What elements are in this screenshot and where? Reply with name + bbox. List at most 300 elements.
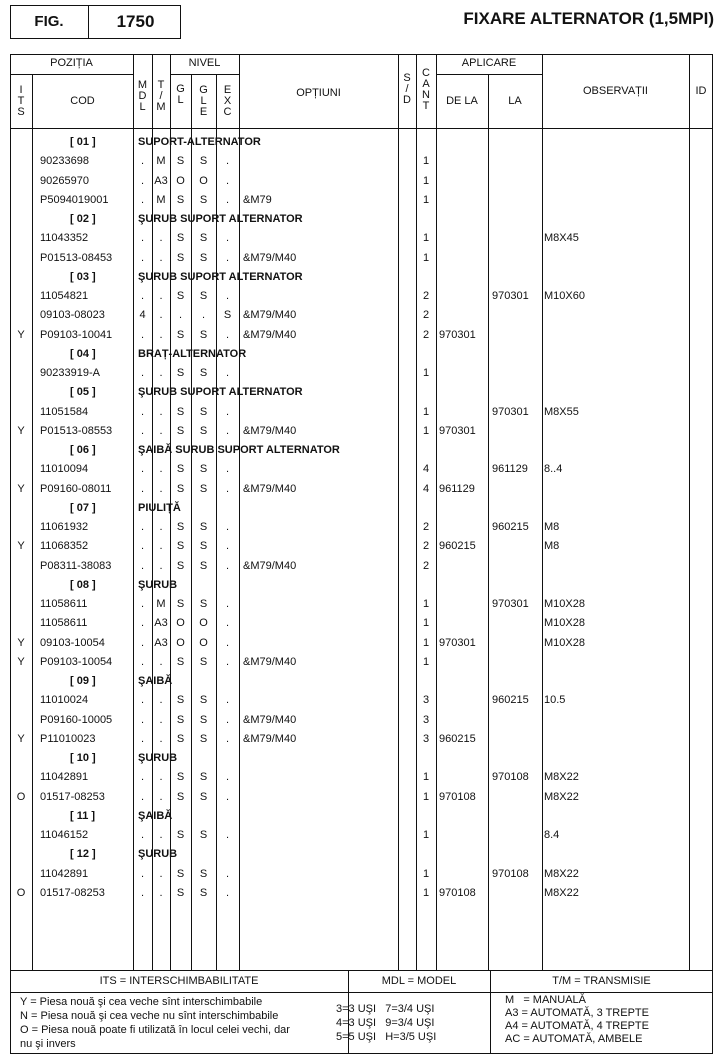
cell-exc: . <box>225 232 230 245</box>
cell-mdl: . <box>140 367 145 379</box>
cell-opt: &M79/M40 <box>243 251 297 264</box>
parts-table <box>10 54 713 1054</box>
cell-cod: P5094019001 <box>40 193 109 206</box>
cell-cant: 1 <box>422 655 430 668</box>
cell-gl: . <box>178 309 183 322</box>
cell-cant: 3 <box>422 732 430 745</box>
cell-cod: P11010023 <box>40 732 96 745</box>
cell-dela: 960215 <box>439 540 476 553</box>
cell-gle: S <box>199 732 208 745</box>
cell-cant: 1 <box>422 193 430 206</box>
cell-cant: 1 <box>422 405 430 418</box>
cell-gle: S <box>199 829 208 841</box>
section-title: ŞURUB <box>138 848 178 861</box>
cell-cant: 4 <box>422 482 430 495</box>
cell-cant: 1 <box>422 886 430 899</box>
cell-its: O <box>16 790 26 803</box>
cell-gl: S <box>176 790 185 803</box>
cell-mdl: . <box>140 193 145 206</box>
cell-obs: M8X22 <box>544 771 579 784</box>
cell-gl: S <box>176 540 185 553</box>
cell-exc: . <box>225 251 230 264</box>
cell-exc: . <box>225 367 230 379</box>
cell-mdl: . <box>140 598 145 610</box>
section-title: BRAȚ-ALTERNATOR <box>138 347 247 360</box>
cell-la: 970301 <box>492 598 529 610</box>
cell-gl: S <box>176 732 185 745</box>
cell-tm: . <box>159 771 163 784</box>
cell-cod: 01517-08253 <box>40 790 105 803</box>
section-number: [ 04 ] <box>70 347 96 360</box>
cell-cant: 1 <box>422 617 430 630</box>
cell-mdl: . <box>140 463 145 476</box>
cell-tm: . <box>159 328 163 341</box>
cell-gl: S <box>176 155 185 168</box>
cell-gl: S <box>176 694 185 707</box>
cell-gl: S <box>176 521 185 533</box>
cell-opt: &M79/M40 <box>243 713 297 726</box>
cell-tm: M <box>156 598 166 610</box>
cell-gl: S <box>176 867 185 880</box>
cell-tm: . <box>159 829 163 841</box>
hdr-optiuni: OPȚIUNI <box>296 87 341 99</box>
cell-gl: O <box>176 617 185 630</box>
cell-gle: S <box>199 463 208 476</box>
fig-divider <box>88 5 89 39</box>
cell-mdl: . <box>140 732 145 745</box>
section-title: SUPORT-ALTERNATOR <box>138 136 261 148</box>
cell-gl: S <box>176 424 185 437</box>
cell-its: Y <box>17 328 25 341</box>
cell-gle: S <box>199 405 208 418</box>
cell-mdl: . <box>140 251 145 264</box>
hdr-cant: C A N T <box>422 67 430 112</box>
cell-exc: . <box>225 155 230 168</box>
col-line-exc <box>239 54 240 970</box>
cell-exc: . <box>225 829 230 841</box>
legend-its-line: N = Piesa nouă şi cea veche nu sînt interschimbabile <box>20 1010 279 1022</box>
cell-obs: M8 <box>544 521 560 533</box>
cell-tm: . <box>159 713 163 726</box>
cell-cod: 11058611 <box>40 617 88 630</box>
cell-tm: . <box>159 482 163 495</box>
section-number: [ 07 ] <box>70 501 96 514</box>
cell-cant: 2 <box>422 328 430 341</box>
cell-gle: S <box>199 482 208 495</box>
cell-la: 960215 <box>492 694 529 707</box>
cell-gl: S <box>176 655 185 668</box>
cell-mdl: . <box>140 636 145 649</box>
cell-la: 961129 <box>492 463 528 476</box>
legend-its-line: O = Piesa nouă poate fi utilizată în locul celei vechi, dar <box>20 1024 290 1036</box>
cell-mdl: . <box>140 232 145 245</box>
cell-tm: . <box>159 251 163 264</box>
cell-tm: M <box>156 193 166 206</box>
cell-obs: 8.4 <box>544 829 560 841</box>
cell-gle: S <box>199 694 208 707</box>
cell-obs: 8..4 <box>544 463 563 476</box>
cell-tm: A3 <box>154 617 168 630</box>
hdr-line-aplicare <box>436 74 542 75</box>
cell-its: Y <box>17 655 25 668</box>
cell-cant: 1 <box>422 636 430 649</box>
cell-tm: . <box>159 867 163 880</box>
legend-mdl-line: 3=3 UŞI 7=3/4 UŞI <box>336 1003 435 1015</box>
cell-la: 970301 <box>492 405 529 418</box>
hdr-pozitia: POZIȚIA <box>50 57 93 69</box>
cell-cant: 1 <box>422 598 430 610</box>
cell-mdl: . <box>140 424 145 437</box>
page-title: FIXARE ALTERNATOR (1,5MPI) <box>463 9 714 28</box>
cell-gl: S <box>176 290 185 302</box>
hdr-line-pozitia <box>10 74 133 75</box>
cell-cant: 2 <box>422 290 430 302</box>
hdr-tm: T / M <box>156 78 166 113</box>
cell-cant: 1 <box>422 829 430 841</box>
cell-mdl: 4 <box>139 309 146 322</box>
cell-exc: . <box>225 463 230 476</box>
cell-gle: S <box>199 232 208 245</box>
hdr-gle: G L E <box>199 83 208 118</box>
cell-cant: 1 <box>422 790 430 803</box>
cell-tm: A3 <box>154 636 168 649</box>
cell-obs: M8X22 <box>544 886 579 899</box>
cell-dela: 960215 <box>439 732 476 745</box>
cell-tm: . <box>159 655 163 668</box>
cell-cant: 3 <box>422 694 430 707</box>
col-line-cant <box>436 54 437 970</box>
hdr-mdl: M D L <box>137 78 148 113</box>
cell-cod: 90233919-A <box>40 367 100 379</box>
section-title: ŞAIBĂ <box>138 809 173 822</box>
cell-gl: S <box>176 559 185 572</box>
hdr-id: ID <box>695 85 707 97</box>
cell-gle: S <box>199 867 208 880</box>
cell-mdl: . <box>140 405 145 418</box>
cell-dela: 961129 <box>439 482 475 495</box>
cell-its: O <box>16 886 26 899</box>
cell-cant: 2 <box>422 521 430 533</box>
cell-la: 970108 <box>492 867 529 880</box>
cell-gle: S <box>199 559 208 572</box>
cell-cod: 11058611 <box>40 598 88 610</box>
cell-its: Y <box>17 636 25 649</box>
cell-tm: . <box>159 290 163 302</box>
cell-gle: S <box>199 886 208 899</box>
cell-cod: 11054821 <box>40 290 89 302</box>
cell-cant: 1 <box>422 232 430 245</box>
cell-la: 960215 <box>492 521 529 533</box>
cell-tm: . <box>159 732 163 745</box>
legend-mdl-title: MDL = MODEL <box>381 975 457 987</box>
legend-mdl-line: 5=5 UŞI H=3/5 UŞI <box>336 1031 437 1043</box>
cell-cant: 2 <box>422 309 430 322</box>
cell-exc: . <box>225 598 230 610</box>
cell-tm: A3 <box>154 174 168 187</box>
cell-obs: M10X28 <box>544 598 585 610</box>
cell-gl: S <box>176 251 185 264</box>
cell-cod: 11042891 <box>40 867 89 880</box>
cell-mdl: . <box>140 617 145 630</box>
hdr-line-bottom <box>10 128 713 129</box>
cell-cod: 09103-08023 <box>40 309 105 322</box>
cell-mdl: . <box>140 155 145 168</box>
legend-tm-line: A3 = AUTOMATĂ, 3 TREPTE <box>505 1007 649 1019</box>
legend-tm-title: T/M = TRANSMISIE <box>552 975 651 987</box>
cell-gle: S <box>199 155 208 168</box>
cell-exc: . <box>225 886 230 899</box>
cell-obs: M8X45 <box>544 232 579 245</box>
cell-cant: 1 <box>422 155 430 168</box>
cell-gl: S <box>176 193 185 206</box>
cell-gl: S <box>176 886 185 899</box>
hdr-exc: E X C <box>223 83 232 118</box>
cell-cod: P01513-08453 <box>40 251 113 264</box>
section-number: [ 11 ] <box>70 809 96 822</box>
cell-cod: 11010094 <box>40 463 89 476</box>
cell-cod: 90265970 <box>40 174 89 187</box>
cell-gle: S <box>199 290 208 302</box>
cell-cant: 1 <box>422 867 430 880</box>
cell-la: 970301 <box>492 290 529 302</box>
cell-cant: 1 <box>422 174 430 187</box>
col-line-dela <box>488 74 489 970</box>
cell-exc: . <box>225 655 230 668</box>
cell-tm: . <box>159 540 163 553</box>
cell-exc: . <box>225 617 230 630</box>
cell-cod: 11010024 <box>40 694 89 707</box>
hdr-dela: DE LA <box>446 95 478 107</box>
col-line-obs <box>689 54 690 970</box>
cell-opt: &M79/M40 <box>243 732 297 745</box>
section-number: [ 09 ] <box>70 675 96 687</box>
cell-cod: 11068352 <box>40 540 89 553</box>
cell-gl: S <box>176 232 185 245</box>
hdr-line-nivel <box>170 74 239 75</box>
cell-mdl: . <box>140 540 145 553</box>
cell-opt: &M79/M40 <box>243 328 297 341</box>
col-line-its <box>32 74 33 970</box>
section-number: [ 12 ] <box>70 848 96 861</box>
section-number: [ 06 ] <box>70 444 96 456</box>
cell-opt: &M79/M40 <box>243 559 297 572</box>
cell-mdl: . <box>140 713 145 726</box>
cell-exc: . <box>225 732 230 745</box>
cell-tm: . <box>159 405 163 418</box>
cell-tm: . <box>159 309 163 322</box>
cell-gle: S <box>199 193 208 206</box>
cell-mdl: . <box>140 655 145 668</box>
legend-mdl-line: 4=3 UŞI 9=3/4 UŞI <box>336 1017 435 1029</box>
hdr-observatii: OBSERVAȚII <box>582 85 648 97</box>
cell-tm: M <box>156 155 166 168</box>
section-title: ŞAIBĂ <box>138 675 173 687</box>
cell-gle: O <box>199 617 208 630</box>
cell-gle: S <box>199 713 208 726</box>
cell-mdl: . <box>140 829 145 841</box>
cell-dela: 970108 <box>439 886 476 899</box>
cell-gl: S <box>176 463 185 476</box>
cell-obs: M8 <box>544 540 560 553</box>
cell-gl: O <box>176 174 185 187</box>
cell-mdl: . <box>140 694 145 707</box>
cell-gl: S <box>176 328 185 341</box>
hdr-la: LA <box>508 95 522 107</box>
legend-tm-line: A4 = AUTOMATĂ, 4 TREPTE <box>505 1020 649 1032</box>
cell-gle: S <box>199 655 208 668</box>
cell-gl: S <box>176 598 185 610</box>
cell-obs: M8X55 <box>544 405 579 418</box>
cell-obs: M8X22 <box>544 790 579 803</box>
section-title: ŞURUB <box>138 752 178 764</box>
cell-exc: . <box>225 694 230 707</box>
cell-gl: S <box>176 367 185 379</box>
cell-opt: &M79/M40 <box>243 482 297 495</box>
hdr-sd: S / D <box>403 71 411 106</box>
cell-mdl: . <box>140 886 145 899</box>
cell-exc: S <box>223 309 232 322</box>
cell-gle: . <box>201 309 206 322</box>
cell-tm: . <box>159 559 163 572</box>
cell-cant: 1 <box>422 424 430 437</box>
legend-tm-line: M = MANUALĂ <box>505 994 586 1006</box>
cell-mdl: . <box>140 174 145 187</box>
section-number: [ 01 ] <box>70 136 96 148</box>
cell-exc: . <box>225 405 230 418</box>
cell-obs: M10X28 <box>544 617 585 630</box>
cell-tm: . <box>159 790 163 803</box>
cell-tm: . <box>159 694 163 707</box>
hdr-gl: G L <box>176 83 185 106</box>
section-title: ŞURUB SUPORT ALTERNATOR <box>138 213 303 225</box>
cell-tm: . <box>159 232 163 245</box>
cell-gle: S <box>199 540 208 553</box>
cell-cod: P09160-10005 <box>40 713 113 726</box>
cell-dela: 970301 <box>439 636 476 649</box>
cell-opt: &M79 <box>243 193 272 206</box>
cell-cod: 09103-10054 <box>40 636 105 649</box>
cell-cod: P09103-10054 <box>40 655 113 668</box>
cell-cant: 1 <box>422 771 430 784</box>
cell-tm: . <box>159 367 163 379</box>
cell-exc: . <box>225 771 230 784</box>
cell-mdl: . <box>140 559 145 572</box>
section-title: ŞURUB <box>138 578 178 591</box>
cell-cant: 3 <box>422 713 430 726</box>
cell-exc: . <box>225 193 230 206</box>
cell-mdl: . <box>140 521 145 533</box>
cell-la: 970108 <box>492 771 529 784</box>
cell-exc: . <box>225 174 230 187</box>
fig-label: FIG. <box>34 13 64 30</box>
cell-cod: P09160-08011 <box>40 482 112 495</box>
section-number: [ 03 ] <box>70 270 96 283</box>
legend-its-line: Y = Piesa nouă şi cea veche sînt interschimbabile <box>20 996 263 1008</box>
cell-dela: 970301 <box>439 328 476 341</box>
cell-exc: . <box>225 867 230 880</box>
cell-exc: . <box>225 482 230 495</box>
cell-dela: 970108 <box>439 790 476 803</box>
cell-gle: S <box>199 598 208 610</box>
cell-mdl: . <box>140 482 145 495</box>
cell-obs: M10X28 <box>544 636 585 649</box>
cell-gle: S <box>199 251 208 264</box>
cell-gle: S <box>199 328 208 341</box>
section-number: [ 02 ] <box>70 213 96 225</box>
legend-tm-line: AC = AUTOMATĂ, AMBELE <box>505 1033 643 1045</box>
cell-exc: . <box>225 424 230 437</box>
section-title: ŞURUB SUPORT ALTERNATOR <box>138 386 303 399</box>
legend-line-top <box>10 970 713 971</box>
cell-gl: S <box>176 405 185 418</box>
cell-gl: S <box>176 771 185 784</box>
cell-its: Y <box>17 482 25 495</box>
cell-its: Y <box>17 540 25 553</box>
cell-cod: P01513-08553 <box>40 424 113 437</box>
cell-tm: . <box>159 424 163 437</box>
cell-opt: &M79/M40 <box>243 309 297 322</box>
cell-exc: . <box>225 540 230 553</box>
cell-cant: 1 <box>422 367 430 379</box>
cell-gl: O <box>176 636 185 649</box>
cell-exc: . <box>225 636 230 649</box>
cell-gl: S <box>176 713 185 726</box>
cell-gle: S <box>199 771 208 784</box>
cell-exc: . <box>225 290 230 302</box>
section-number: [ 08 ] <box>70 578 96 591</box>
cell-exc: . <box>225 521 230 533</box>
cell-tm: . <box>159 463 163 476</box>
cell-cant: 1 <box>422 251 430 264</box>
legend-its-title: ITS = INTERSCHIMBABILITATE <box>99 975 259 987</box>
section-title: ŞURUB SUPORT ALTERNATOR <box>138 270 303 283</box>
cell-its: Y <box>17 424 25 437</box>
cell-tm: . <box>159 886 163 899</box>
cell-obs: 10.5 <box>544 694 566 707</box>
cell-gle: O <box>199 636 208 649</box>
cell-gl: S <box>176 829 185 841</box>
hdr-nivel: NIVEL <box>188 57 221 69</box>
cell-obs: M8X22 <box>544 867 579 880</box>
cell-mdl: . <box>140 771 145 784</box>
cell-mdl: . <box>140 867 145 880</box>
cell-mdl: . <box>140 790 145 803</box>
hdr-cod: COD <box>70 95 95 107</box>
cell-cod: 01517-08253 <box>40 886 105 899</box>
cell-gle: O <box>199 174 208 187</box>
cell-cod: 11043352 <box>40 232 89 245</box>
cell-gle: S <box>199 424 208 437</box>
cell-gle: S <box>199 521 208 533</box>
cell-cant: 2 <box>422 559 430 572</box>
cell-cod: 90233698 <box>40 155 89 168</box>
legend-its-line: nu şi invers <box>20 1038 76 1050</box>
cell-cant: 2 <box>422 540 430 553</box>
hdr-aplicare: APLICARE <box>461 57 517 69</box>
cell-cant: 4 <box>422 463 430 476</box>
cell-cod: 11061932 <box>40 521 89 533</box>
cell-opt: &M79/M40 <box>243 655 297 668</box>
cell-gle: S <box>199 367 208 379</box>
cell-gl: S <box>176 482 185 495</box>
cell-cod: 11042891 <box>40 771 89 784</box>
cell-cod: P09103-10041 <box>40 328 113 341</box>
cell-dela: 970301 <box>439 424 476 437</box>
cell-cod: 11046152 <box>40 829 89 841</box>
section-title: ŞAIBĂ SURUB SUPORT ALTERNATOR <box>138 444 340 456</box>
cell-mdl: . <box>140 290 145 302</box>
col-line-la <box>542 54 543 970</box>
